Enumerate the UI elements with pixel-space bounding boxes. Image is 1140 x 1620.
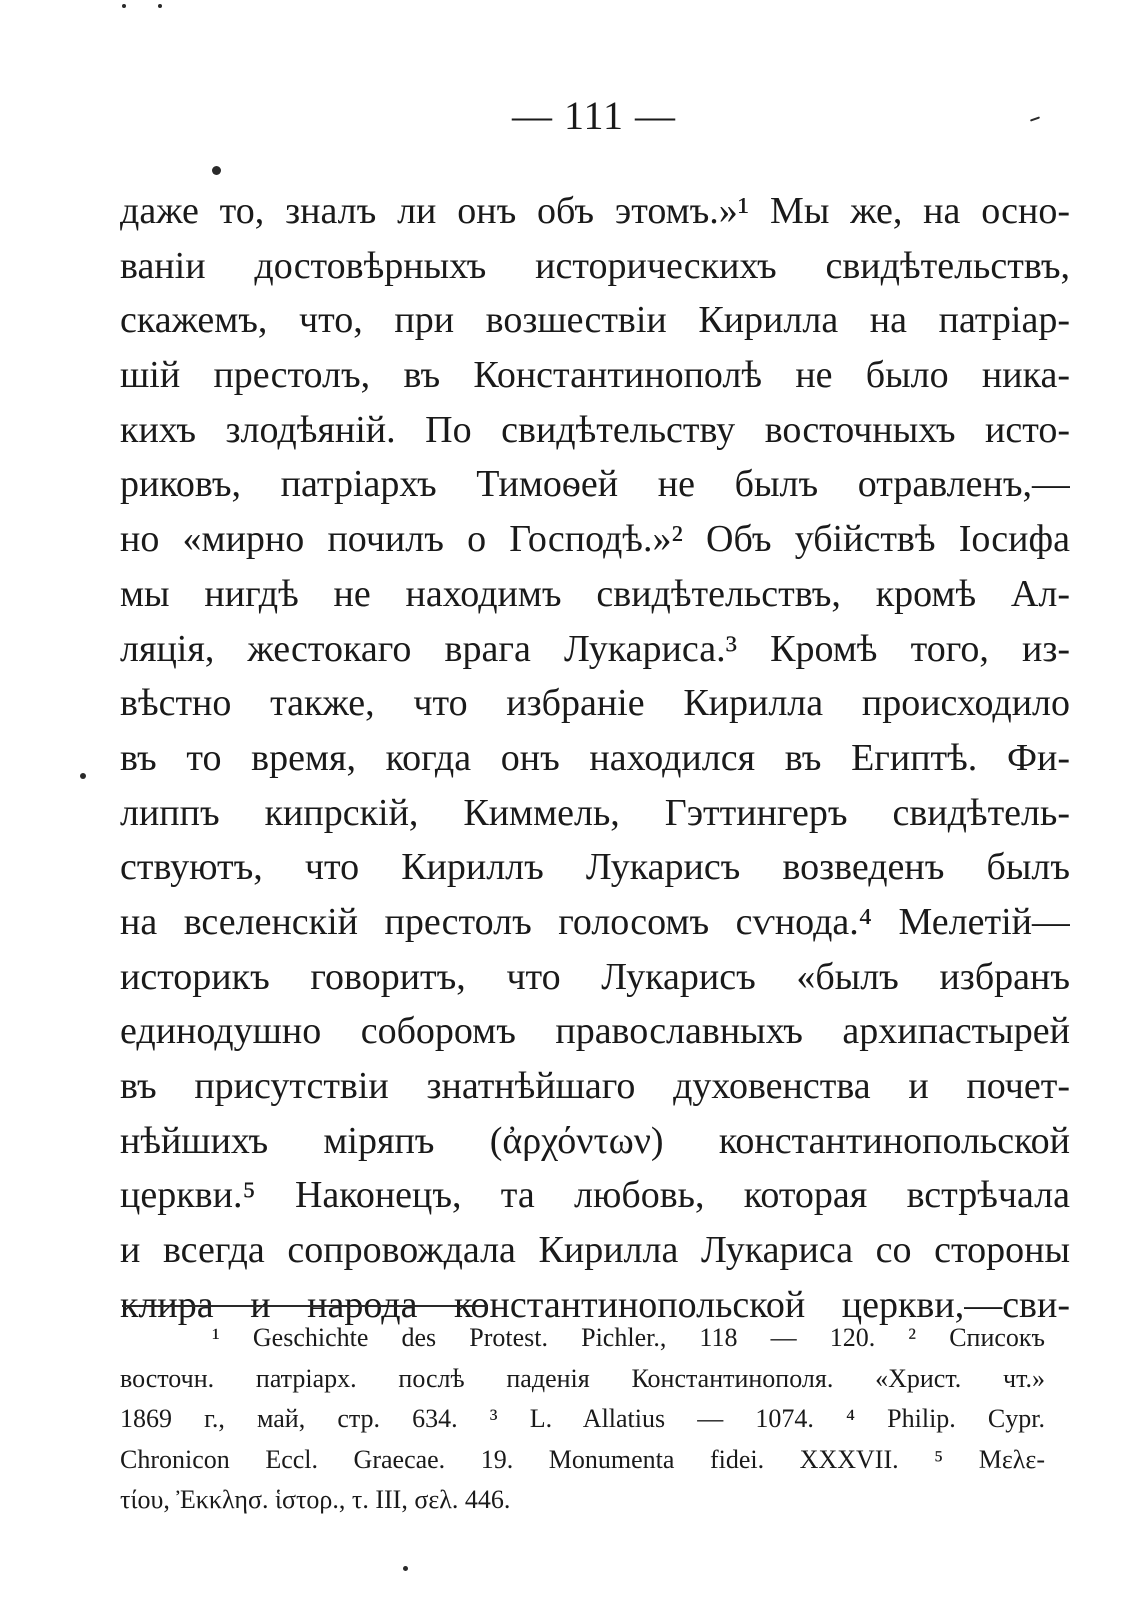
footnote-line: Chronicon Eccl. Graecae. 19. Monumenta fidei. XXXVII. ⁵ Μελε- [120,1444,1045,1474]
footnotes [120,1318,1045,1521]
text-line: и всегда сопровождала Кирилла Лукариса со стороны [120,1229,1070,1272]
text-line: клира и народа константинопольской церкви,—сви- [120,1283,1070,1326]
footnote-line: ¹ Geschichte des Protest. Pichler., 118 — 120. ² Списокъ [212,1323,1045,1352]
footnote-line: восточн. патріарх. послѣ паденія Константинополя. «Христ. чт.» [120,1363,1045,1393]
footnote-line: 1869 г., май, стр. 634. ³ L. Allatius — 1074. ⁴ Philip. Cypr. [120,1404,1045,1433]
text-line: ляція, жестокаго врага Лукариса.³ Кромѣ того, из- [120,627,1070,670]
text-line: липпъ кипрскій, Киммель, Гэттингеръ свидѣтель- [120,791,1070,834]
ink-speck [158,4,162,8]
ink-speck [122,4,126,8]
text-line: скажемъ, что, при возшествіи Кирилла на патріар- [120,299,1070,342]
ink-speck [403,1566,408,1571]
text-line: въ присутствіи знатнѣйшаго духовенства и почет- [120,1065,1070,1107]
text-line: ствуютъ, что Кириллъ Лукарисъ возведенъ былъ [120,846,1070,889]
body-text [120,184,1070,1332]
text-line: риковъ, патріархъ Тимоѳей не былъ отравленъ,— [120,463,1070,506]
text-line: историкъ говоритъ, что Лукарисъ «былъ избранъ [120,955,1070,998]
ink-speck [212,166,221,175]
footnote-divider [122,1305,488,1307]
text-line: мы нигдѣ не находимъ свидѣтельствъ, кромѣ Ал- [120,572,1070,615]
text-line: но «мирно почилъ о Господѣ.»² Объ убійствѣ Іосифа [120,518,1070,561]
text-line: кихъ злодѣяній. По свидѣтельству восточныхъ исто- [120,408,1070,451]
text-line: даже то, зналъ ли онъ объ этомъ.»¹ Мы же, на осно- [120,190,1070,232]
text-line: вѣстно также, что избраніе Кирилла происходило [120,682,1070,725]
text-line: шій престолъ, въ Константинополѣ не было ника- [120,354,1070,397]
text-line: на вселенскій престолъ голосомъ сѵнода.⁴ Мелетій— [120,900,1070,943]
text-line: въ то время, когда онъ находился въ Египтѣ. Фи- [120,736,1070,779]
text-line: единодушно соборомъ православныхъ архипастырей [120,1010,1070,1053]
page-number: — 111 — [511,93,677,138]
footnote-line: τίου, Ἐκκλησ. ἱστορ., τ. III, σελ. 446. [120,1485,511,1514]
text-line: церкви.⁵ Наконецъ, та любовь, которая встрѣчала [120,1174,1070,1217]
ink-speck [80,773,86,779]
text-line: ваніи достовѣрныхъ историческихъ свидѣтельствъ, [120,244,1070,287]
text-line: нѣйшихъ міряпъ (ἀρχόντων) константинопольской [120,1119,1070,1162]
